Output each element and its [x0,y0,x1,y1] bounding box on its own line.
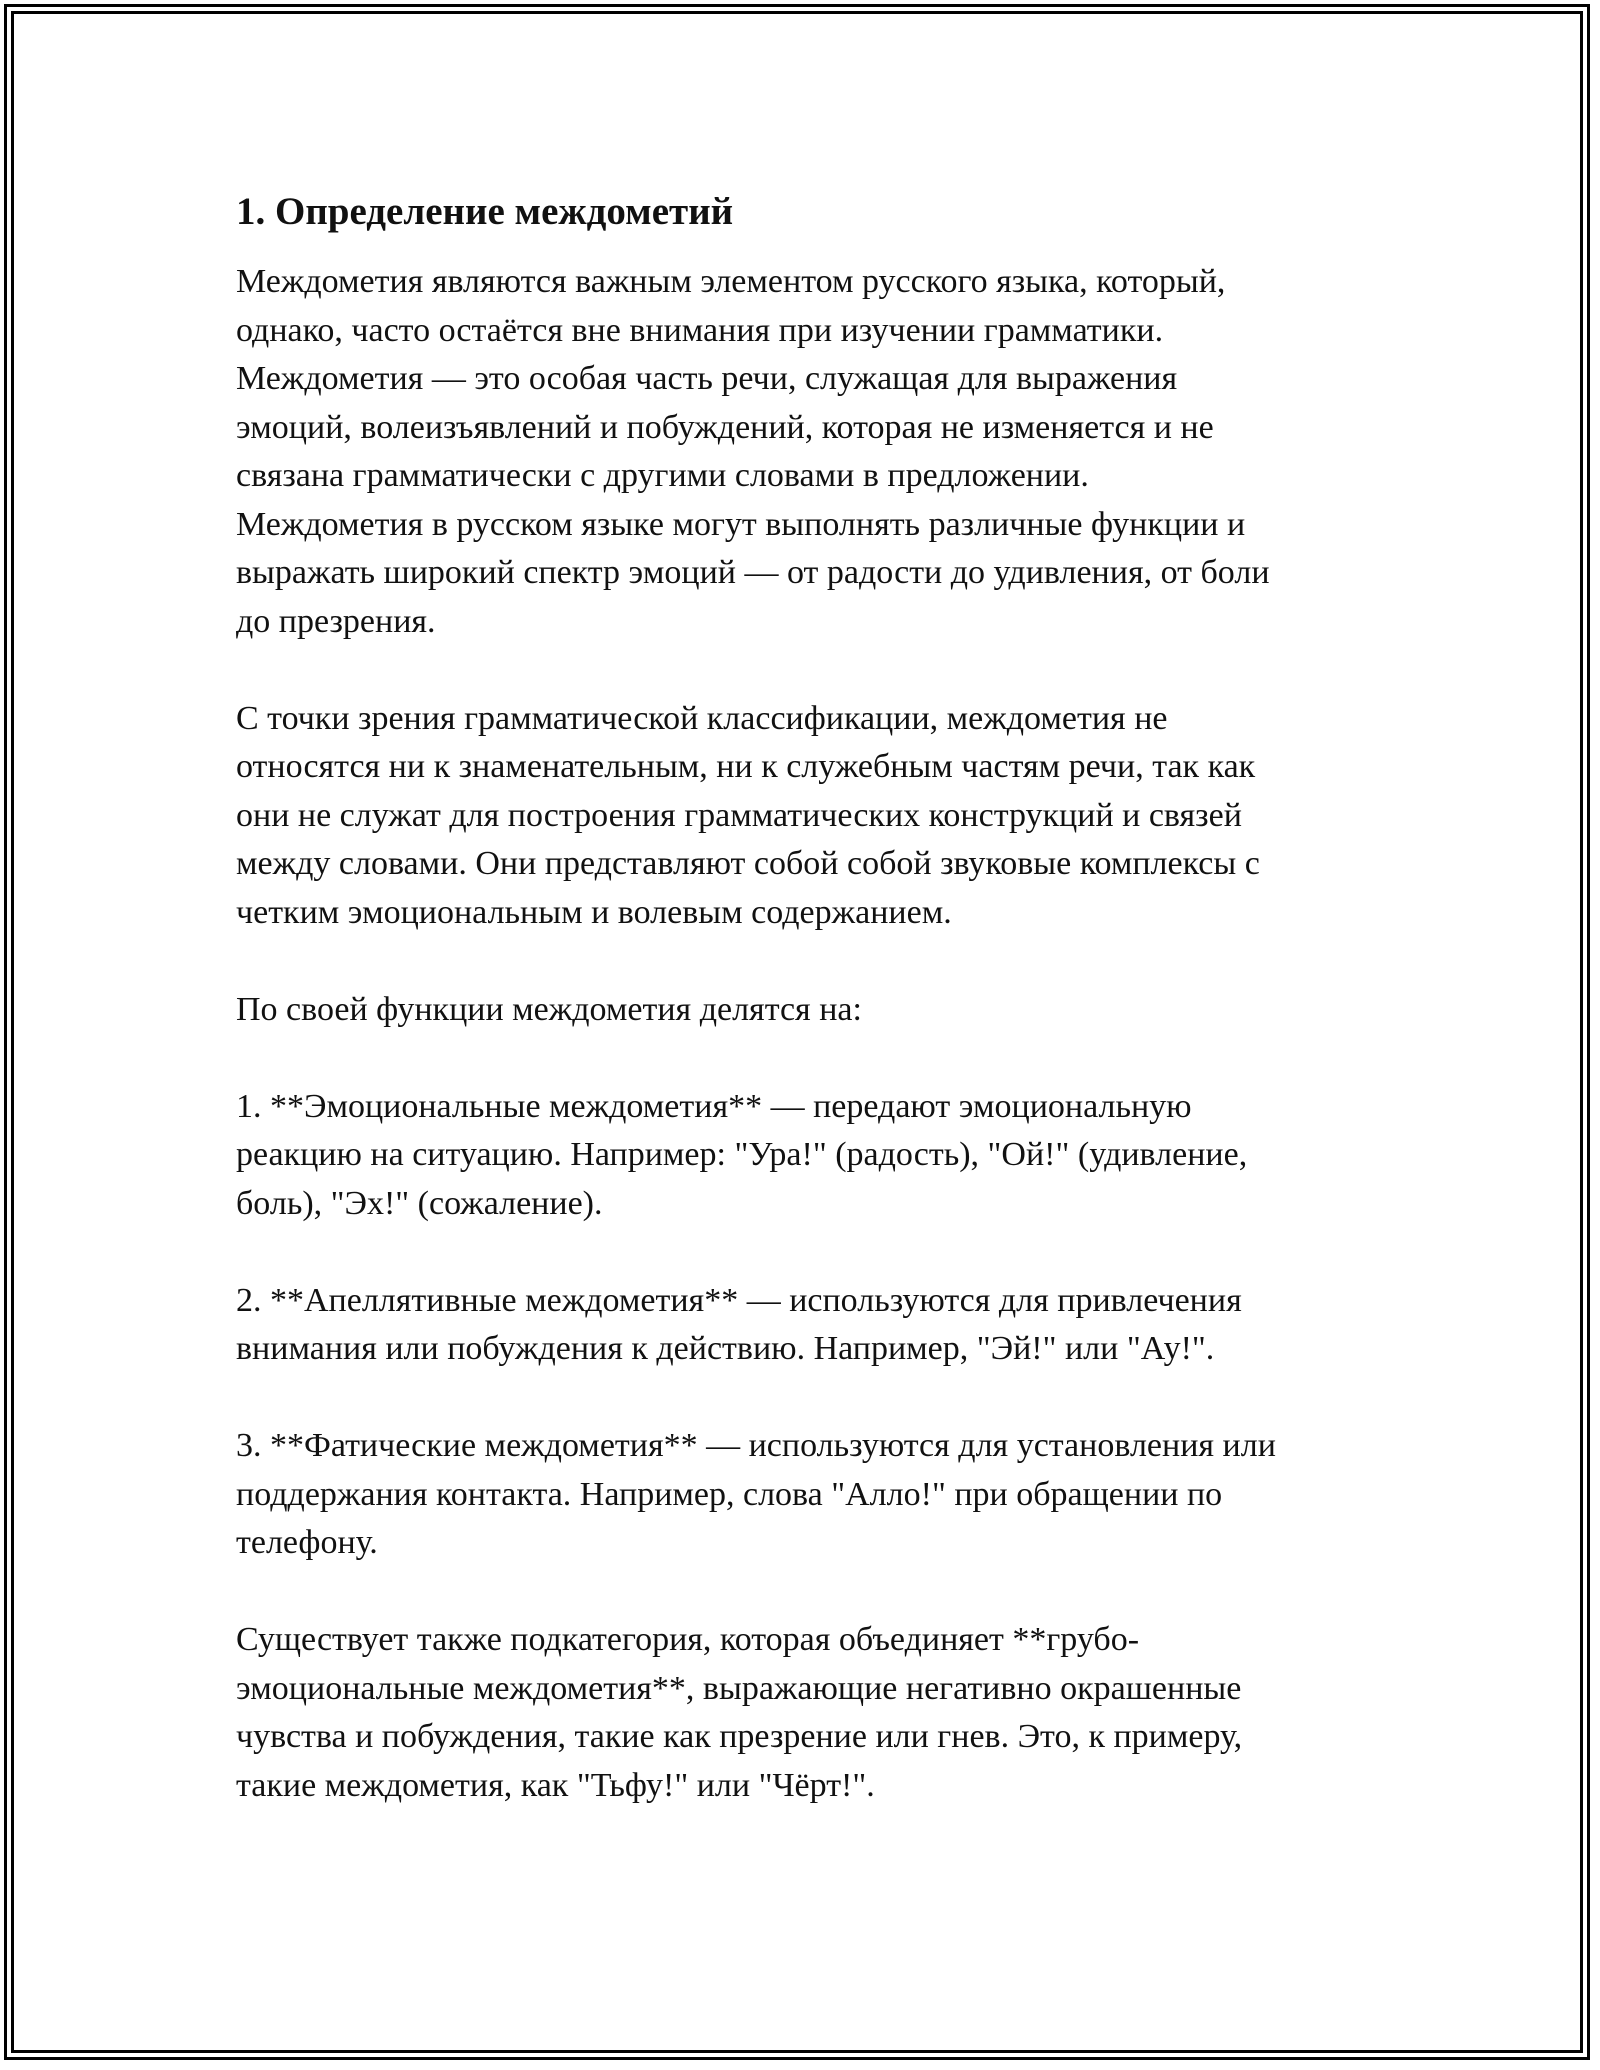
text-line: боль), "Эх!" (сожаление). [236,1184,603,1222]
paragraph-function-intro [236,986,1386,1035]
text-line: Междометия в русском языке могут выполнять различные функции и [236,505,1246,543]
text-line: связана грамматически с другими словами в предложении. [236,457,1089,494]
text-line: они не служат для построения грамматических конструкций и связей [236,796,1242,834]
text-line: 3. **Фатические междометия** — используются для установления или [236,1427,1276,1464]
text-line: эмоций, волеизъявлений и побуждений, которая не изменяется и не [236,408,1214,446]
text-line: чувства и побуждения, такие как презрение или гнев. Это, к примеру, [236,1718,1243,1755]
text-line: такие междометия, как "Тьфу!" или "Чёрт!". [236,1766,875,1804]
paragraph-definition [236,258,1386,646]
text-line: Междометия являются важным элементом русского языка, который, [236,263,1226,300]
list-item-emotional [236,1083,1386,1229]
text-line: между словами. Они представляют собой собой звуковые комплексы с [236,845,1260,882]
text-line: эмоциональные междометия**, выражающие негативно окрашенные [236,1669,1242,1707]
text-line: Междометия — это особая часть речи, служащая для выражения [236,360,1178,397]
list-item-phatic [236,1422,1386,1568]
text-line: реакцию на ситуацию. Например: "Ура!" (радость), "Ой!" (удивление, [236,1136,1248,1173]
text-line: 1. **Эмоциональные междометия** — передают эмоциональную [236,1087,1192,1125]
text-line: выражать широкий спектр эмоций — от радости до удивления, от боли [236,554,1270,591]
text-line: четким эмоциональным и волевым содержанием. [236,893,952,931]
text-line: однако, часто остаётся вне внимания при изучении грамматики. [236,311,1164,349]
text-line: 2. **Апеллятивные междометия** — используются для привлечения [236,1281,1242,1319]
paragraph-subcategory [236,1616,1386,1810]
text-line: внимания или побуждения к действию. Например, "Эй!" или "Ау!". [236,1330,1215,1367]
text-line: Существует также подкатегория, которая объединяет **грубо- [236,1621,1140,1658]
text-line: По своей функции междометия делятся на: [236,990,862,1028]
list-item-appellative [236,1277,1386,1374]
section-heading: 1. Определение междометий [236,190,734,233]
text-line: С точки зрения грамматической классификации, междометия не [236,699,1168,737]
text-line: поддержания контакта. Например, слова "Алло!" при обращении по [236,1475,1223,1513]
text-line: относятся ни к знаменательным, ни к служебным частям речи, так как [236,748,1256,785]
text-line: телефону. [236,1524,378,1561]
document-body [236,180,1386,1859]
text-line: до презрения. [236,602,436,640]
paragraph-classification [236,695,1386,938]
